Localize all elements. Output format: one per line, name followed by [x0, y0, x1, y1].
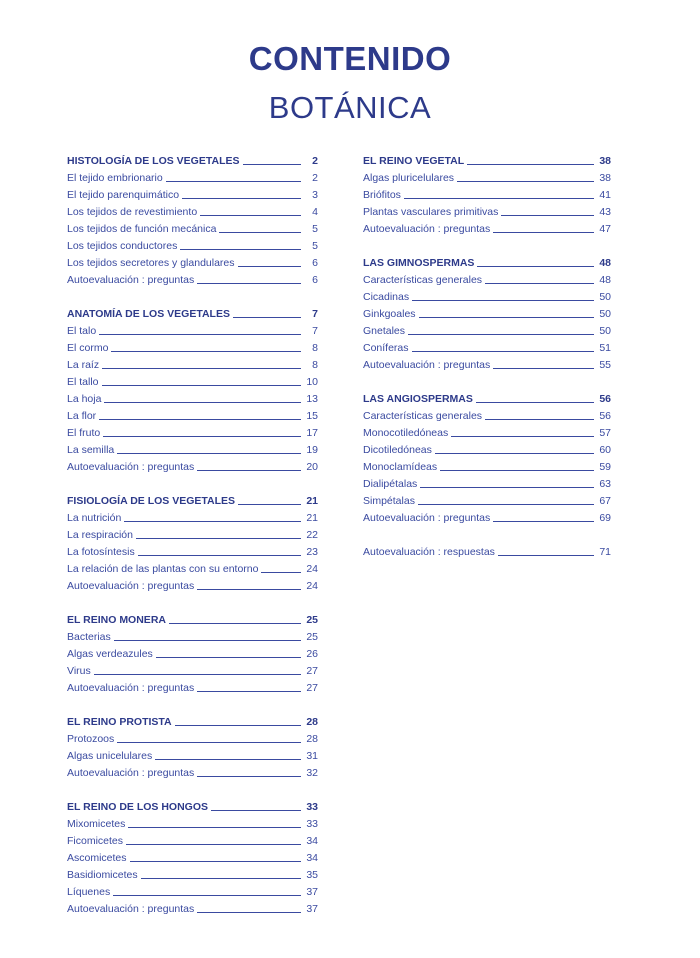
toc-entry-caracteristicas-generales[interactable]	[363, 270, 611, 287]
toc-right-column	[363, 151, 611, 576]
toc-entry-label: La raíz	[67, 359, 100, 371]
toc-section	[363, 389, 611, 525]
toc-page-number: 50	[599, 291, 611, 303]
toc-leader-line	[197, 470, 301, 471]
toc-entry-label: Características generales	[363, 274, 483, 286]
toc-leader-line	[243, 164, 302, 165]
toc-heading-label: EL REINO DE LOS HONGOS	[67, 801, 208, 813]
toc-page-number: 31	[306, 750, 318, 762]
toc-entry-label: Bacterias	[67, 631, 111, 643]
toc-section	[363, 542, 611, 559]
toc-heading-label: LAS GIMNOSPERMAS	[363, 257, 475, 269]
toc-entry-basidiomicetes[interactable]	[67, 865, 318, 882]
toc-section	[67, 797, 318, 916]
toc-entry-la-semilla[interactable]	[67, 440, 318, 457]
toc-leader-line	[485, 419, 594, 420]
toc-entry-label: Protozoos	[67, 733, 115, 745]
toc-page-number: 41	[599, 189, 611, 201]
toc-page-number: 24	[306, 580, 318, 592]
toc-leader-line	[117, 742, 301, 743]
toc-section	[67, 610, 318, 695]
toc-section	[363, 151, 611, 236]
toc-page-number: 28	[306, 733, 318, 745]
toc-page-number: 34	[306, 835, 318, 847]
toc-leader-line	[418, 504, 594, 505]
toc-page-number: 48	[599, 274, 611, 286]
toc-entry-label: Ginkgoales	[363, 308, 416, 320]
toc-entry-label: Características generales	[363, 410, 483, 422]
toc-entry-ascomicetes[interactable]	[67, 848, 318, 865]
page-subtitle: BOTÁNICA	[268, 90, 432, 125]
toc-page-number: 50	[599, 308, 611, 320]
toc-entry-label: Monoclamídeas	[363, 461, 438, 473]
toc-leader-line	[485, 283, 594, 284]
toc-heading-fisiologia-de-los-vegetales[interactable]	[67, 491, 318, 508]
toc-entry-autoevaluacion-preguntas[interactable]	[67, 457, 318, 474]
toc-entry-label: El tejido parenquimático	[67, 189, 180, 201]
toc-leader-line	[94, 674, 301, 675]
toc-leader-line	[166, 181, 301, 182]
toc-entry-label: Autoevaluación : preguntas	[67, 580, 195, 592]
toc-entry-gnetales[interactable]	[363, 321, 611, 338]
toc-leader-line	[493, 232, 594, 233]
toc-entry-label: La nutrición	[67, 512, 122, 524]
toc-entry-el-fruto[interactable]	[67, 423, 318, 440]
toc-entry-coniferas[interactable]	[363, 338, 611, 355]
toc-heading-las-gimnospermas[interactable]	[363, 253, 611, 270]
toc-leader-line	[104, 402, 301, 403]
toc-page-number: 47	[599, 223, 611, 235]
toc-entry-label: Los tejidos secretores y glandulares	[67, 257, 235, 269]
toc-leader-line	[498, 555, 594, 556]
toc-entry-el-tejido-embrionario[interactable]	[67, 168, 318, 185]
toc-heading-label: EL REINO MONERA	[67, 614, 166, 626]
toc-page-number: 32	[306, 767, 318, 779]
toc-entry-label: La relación de las plantas con su entorno	[67, 563, 259, 575]
toc-entry-la-flor[interactable]	[67, 406, 318, 423]
toc-entry-monoclamideas[interactable]	[363, 457, 611, 474]
toc-leader-line	[197, 283, 301, 284]
toc-page-number: 17	[306, 427, 318, 439]
toc-entry-el-tallo[interactable]	[67, 372, 318, 389]
toc-leader-line	[457, 181, 594, 182]
toc-entry-el-talo[interactable]	[67, 321, 318, 338]
toc-leader-line	[156, 657, 301, 658]
toc-page-number: 10	[306, 376, 318, 388]
toc-leader-line	[261, 572, 301, 573]
toc-leader-line	[238, 266, 301, 267]
toc-leader-line	[99, 334, 301, 335]
toc-heading-label: HISTOLOGÍA DE LOS VEGETALES	[67, 155, 240, 167]
toc-heading-label: ANATOMÍA DE LOS VEGETALES	[67, 308, 230, 320]
toc-heading-el-reino-monera[interactable]	[67, 610, 318, 627]
toc-leader-line	[238, 504, 301, 505]
toc-section	[67, 712, 318, 780]
toc-entry-algas-verdeazules[interactable]	[67, 644, 318, 661]
toc-entry-ginkgoales[interactable]	[363, 304, 611, 321]
toc-entry-label: Mixomicetes	[67, 818, 126, 830]
toc-page-number: 38	[599, 172, 611, 184]
toc-entry-label: El fruto	[67, 427, 101, 439]
toc-page-number: 26	[306, 648, 318, 660]
toc-page-number: 8	[312, 359, 318, 371]
toc-entry-la-hoja[interactable]	[67, 389, 318, 406]
toc-entry-label: La respiración	[67, 529, 133, 541]
toc-leader-line	[102, 368, 301, 369]
toc-entry-label: La hoja	[67, 393, 102, 405]
toc-page-number: 60	[599, 444, 611, 456]
toc-entry-el-tejido-parenquimatico[interactable]	[67, 185, 318, 202]
toc-page-number: 28	[306, 716, 318, 728]
toc-page-number: 21	[306, 512, 318, 524]
toc-leader-line	[138, 555, 301, 556]
toc-entry-liquenes[interactable]	[67, 882, 318, 899]
toc-heading-el-reino-vegetal[interactable]	[363, 151, 611, 168]
toc-page-number: 5	[312, 223, 318, 235]
toc-heading-el-reino-de-los-hongos[interactable]	[67, 797, 318, 814]
toc-leader-line	[493, 368, 594, 369]
toc-page-number: 27	[306, 665, 318, 677]
toc-entry-label: Monocotiledóneas	[363, 427, 449, 439]
toc-page-number: 34	[306, 852, 318, 864]
toc-entry-label: Autoevaluación : preguntas	[67, 903, 195, 915]
toc-leader-line	[197, 589, 301, 590]
toc-page-number: 2	[312, 172, 318, 184]
toc-entry-briofitos[interactable]	[363, 185, 611, 202]
toc-entry-mixomicetes[interactable]	[67, 814, 318, 831]
toc-entry-label: Algas unicelulares	[67, 750, 153, 762]
toc-leader-line	[451, 436, 594, 437]
toc-leader-line	[440, 470, 594, 471]
toc-entry-bacterias[interactable]	[67, 627, 318, 644]
toc-entry-autoevaluacion-preguntas[interactable]	[67, 678, 318, 695]
toc-entry-label: Briófitos	[363, 189, 401, 201]
toc-entry-plantas-vasculares-primitivas[interactable]	[363, 202, 611, 219]
toc-section	[67, 151, 318, 287]
toc-entry-los-tejidos-de-revestimiento[interactable]	[67, 202, 318, 219]
toc-entry-label: Los tejidos de función mecánica	[67, 223, 217, 235]
toc-leader-line	[211, 810, 301, 811]
toc-page-number: 48	[599, 257, 611, 269]
toc-leader-line	[419, 317, 594, 318]
toc-leader-line	[420, 487, 594, 488]
toc-entry-autoevaluacion-preguntas[interactable]	[67, 899, 318, 916]
toc-page-number: 69	[599, 512, 611, 524]
toc-entry-simpetalas[interactable]	[363, 491, 611, 508]
toc-page-number: 37	[306, 903, 318, 915]
toc-leader-line	[99, 419, 301, 420]
toc-page-number: 27	[306, 682, 318, 694]
toc-leader-line	[180, 249, 301, 250]
toc-heading-label: LAS ANGIOSPERMAS	[363, 393, 473, 405]
toc-leader-line	[130, 861, 301, 862]
toc-leader-line	[117, 453, 301, 454]
toc-leader-line	[136, 538, 301, 539]
toc-page-number: 37	[306, 886, 318, 898]
toc-entry-label: La flor	[67, 410, 97, 422]
toc-entry-label: Dicotiledóneas	[363, 444, 432, 456]
toc-heading-el-reino-protista[interactable]	[67, 712, 318, 729]
toc-entry-autoevaluacion-preguntas[interactable]	[67, 763, 318, 780]
toc-entry-label: Los tejidos conductores	[67, 240, 178, 252]
toc-page-number: 20	[306, 461, 318, 473]
page-title: CONTENIDO	[248, 40, 452, 77]
toc-entry-label: Virus	[67, 665, 91, 677]
toc-entry-label: Cicadinas	[363, 291, 410, 303]
toc-entry-autoevaluacion-preguntas[interactable]	[363, 508, 611, 525]
toc-entry-monocotiledoneas[interactable]	[363, 423, 611, 440]
toc-entry-ficomicetes[interactable]	[67, 831, 318, 848]
toc-leader-line	[114, 640, 301, 641]
toc-page-number: 7	[312, 308, 318, 320]
toc-leader-line	[477, 266, 594, 267]
toc-entry-autoevaluacion-respuestas[interactable]	[363, 542, 611, 559]
toc-page-number: 25	[306, 631, 318, 643]
toc-page-number: 24	[306, 563, 318, 575]
toc-leader-line	[435, 453, 594, 454]
toc-entry-label: Autoevaluación : preguntas	[363, 512, 491, 524]
toc-entry-label: Ficomicetes	[67, 835, 124, 847]
toc-entry-caracteristicas-generales[interactable]	[363, 406, 611, 423]
toc-leader-line	[102, 385, 301, 386]
toc-page-number: 57	[599, 427, 611, 439]
toc-entry-label: Autoevaluación : preguntas	[67, 461, 195, 473]
toc-leader-line	[467, 164, 594, 165]
toc-leader-line	[111, 351, 301, 352]
toc-entry-label: Simpétalas	[363, 495, 415, 507]
toc-section	[67, 304, 318, 474]
toc-heading-anatomia-de-los-vegetales[interactable]	[67, 304, 318, 321]
toc-entry-label: Ascomicetes	[67, 852, 127, 864]
toc-leader-line	[175, 725, 301, 726]
toc-heading-label: EL REINO PROTISTA	[67, 716, 172, 728]
toc-entry-la-relacion-de-las-plantas-con-su-entorno[interactable]	[67, 559, 318, 576]
toc-entry-label: Autoevaluación : preguntas	[363, 359, 491, 371]
toc-entry-autoevaluacion-preguntas[interactable]	[363, 355, 611, 372]
toc-leader-line	[412, 300, 594, 301]
toc-page-number: 22	[306, 529, 318, 541]
toc-leader-line	[476, 402, 594, 403]
toc-leader-line	[197, 691, 301, 692]
toc-page-number: 4	[312, 206, 318, 218]
toc-page-number: 3	[312, 189, 318, 201]
toc-leader-line	[141, 878, 301, 879]
toc-page-number: 59	[599, 461, 611, 473]
toc-entry-autoevaluacion-preguntas[interactable]	[67, 270, 318, 287]
toc-page-number: 5	[312, 240, 318, 252]
toc-page-number: 50	[599, 325, 611, 337]
toc-page-number: 25	[306, 614, 318, 626]
toc-entry-los-tejidos-secretores-y-glandulares[interactable]	[67, 253, 318, 270]
toc-entry-label: La semilla	[67, 444, 115, 456]
toc-heading-las-angiospermas[interactable]	[363, 389, 611, 406]
toc-page-number: 51	[599, 342, 611, 354]
toc-page-number: 8	[312, 342, 318, 354]
toc-page-number: 55	[599, 359, 611, 371]
toc-page-number: 33	[306, 801, 318, 813]
toc-page-number: 15	[306, 410, 318, 422]
toc-entry-label: Plantas vasculares primitivas	[363, 206, 499, 218]
toc-entry-virus[interactable]	[67, 661, 318, 678]
toc-page-number: 56	[599, 393, 611, 405]
toc-page-number: 35	[306, 869, 318, 881]
toc-entry-label: Coníferas	[363, 342, 409, 354]
toc-entry-algas-unicelulares[interactable]	[67, 746, 318, 763]
toc-entry-la-raiz[interactable]	[67, 355, 318, 372]
toc-entry-los-tejidos-conductores[interactable]	[67, 236, 318, 253]
toc-entry-protozoos[interactable]	[67, 729, 318, 746]
toc-page-number: 19	[306, 444, 318, 456]
toc-entry-label: Autoevaluación : preguntas	[363, 223, 491, 235]
toc-entry-cicadinas[interactable]	[363, 287, 611, 304]
toc-heading-label: EL REINO VEGETAL	[363, 155, 465, 167]
toc-page-number: 7	[312, 325, 318, 337]
toc-leader-line	[197, 776, 301, 777]
toc-leader-line	[200, 215, 301, 216]
toc-leader-line	[412, 351, 594, 352]
toc-entry-label: Los tejidos de revestimiento	[67, 206, 198, 218]
toc-leader-line	[113, 895, 301, 896]
toc-entry-la-fotosintesis[interactable]	[67, 542, 318, 559]
toc-entry-label: El tejido embrionario	[67, 172, 163, 184]
toc-entry-label: Gnetales	[363, 325, 406, 337]
toc-entry-label: El tallo	[67, 376, 99, 388]
toc-entry-la-nutricion[interactable]	[67, 508, 318, 525]
toc-leader-line	[219, 232, 301, 233]
toc-leader-line	[155, 759, 301, 760]
toc-entry-label: El talo	[67, 325, 97, 337]
toc-entry-label: Algas pluricelulares	[363, 172, 455, 184]
toc-entry-autoevaluacion-preguntas[interactable]	[67, 576, 318, 593]
toc-leader-line	[408, 334, 594, 335]
toc-entry-label: Dialipétalas	[363, 478, 418, 490]
toc-leader-line	[404, 198, 594, 199]
toc-leader-line	[103, 436, 301, 437]
toc-entry-label: La fotosíntesis	[67, 546, 135, 558]
toc-entry-dialipetalas[interactable]	[363, 474, 611, 491]
toc-entry-autoevaluacion-preguntas[interactable]	[363, 219, 611, 236]
toc-page-number: 67	[599, 495, 611, 507]
toc-page-number: 63	[599, 478, 611, 490]
toc-leader-line	[493, 521, 594, 522]
toc-entry-label: Autoevaluación : preguntas	[67, 682, 195, 694]
toc-page-number: 33	[306, 818, 318, 830]
toc-entry-label: Algas verdeazules	[67, 648, 153, 660]
toc-page-number: 56	[599, 410, 611, 422]
toc-left-column	[67, 151, 318, 933]
toc-entry-label: El cormo	[67, 342, 109, 354]
toc-entry-dicotiledoneas[interactable]	[363, 440, 611, 457]
toc-leader-line	[182, 198, 301, 199]
toc-leader-line	[169, 623, 301, 624]
toc-entry-algas-pluricelulares[interactable]	[363, 168, 611, 185]
toc-page-number: 6	[312, 257, 318, 269]
toc-heading-label: FISIOLOGÍA DE LOS VEGETALES	[67, 495, 236, 507]
toc-leader-line	[501, 215, 594, 216]
toc-page-number: 13	[306, 393, 318, 405]
toc-entry-label: Líquenes	[67, 886, 111, 898]
toc-entry-los-tejidos-de-funcion-mecanica[interactable]	[67, 219, 318, 236]
toc-page-number: 71	[599, 546, 611, 558]
toc-entry-label: Autoevaluación : respuestas	[363, 546, 495, 558]
toc-entry-la-respiracion[interactable]	[67, 525, 318, 542]
toc-entry-label: Autoevaluación : preguntas	[67, 274, 195, 286]
toc-page-number: 6	[312, 274, 318, 286]
toc-entry-el-cormo[interactable]	[67, 338, 318, 355]
toc-leader-line	[197, 912, 301, 913]
toc-entry-label: Autoevaluación : preguntas	[67, 767, 195, 779]
toc-entry-label: Basidiomicetes	[67, 869, 138, 881]
toc-page-number: 43	[599, 206, 611, 218]
toc-leader-line	[126, 844, 301, 845]
toc-leader-line	[128, 827, 301, 828]
toc-page-number: 2	[312, 155, 318, 167]
toc-page-number: 38	[599, 155, 611, 167]
toc-leader-line	[233, 317, 301, 318]
toc-section	[363, 253, 611, 372]
toc-page-number: 21	[306, 495, 318, 507]
toc-section	[67, 491, 318, 593]
toc-heading-histologia-de-los-vegetales[interactable]	[67, 151, 318, 168]
toc-leader-line	[124, 521, 301, 522]
toc-page-number: 23	[306, 546, 318, 558]
